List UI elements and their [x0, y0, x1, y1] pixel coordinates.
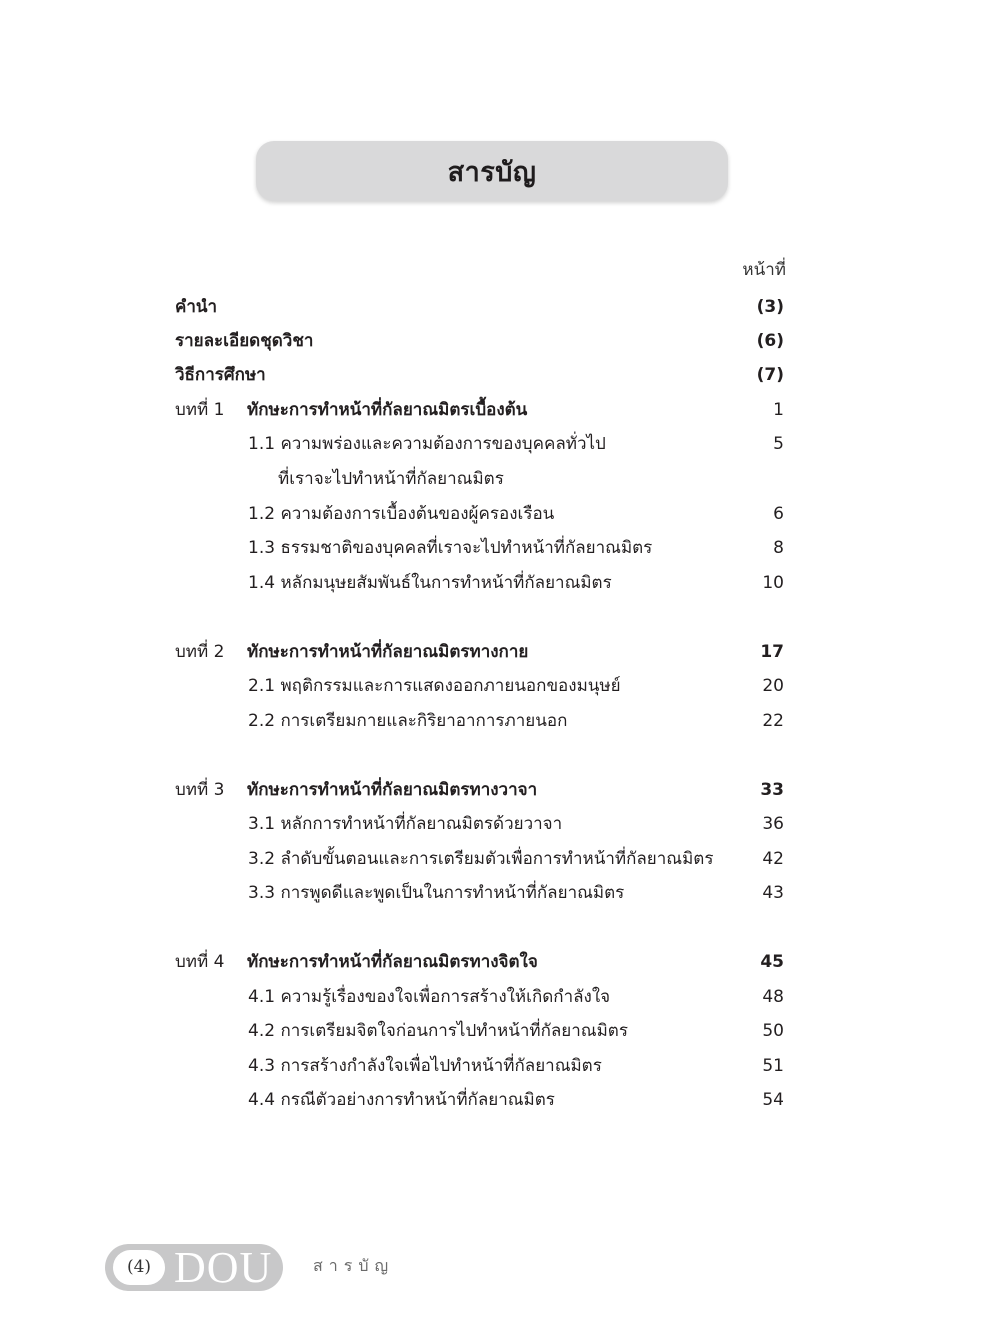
- toc-entry-page: (7): [756, 365, 784, 385]
- toc-section-1-1-continued: [278, 462, 778, 496]
- chapter-title: ทักษะการทำหน้าที่กัลยาณมิตรทางกาย: [247, 642, 529, 662]
- section-page: 54: [762, 1090, 784, 1110]
- toc-chapter-2[interactable]: [175, 635, 795, 669]
- section-page: 20: [762, 676, 784, 696]
- section-page: 51: [762, 1056, 784, 1076]
- section-label: 1.3 ธรรมชาติของบุคคลที่เราจะไปทำหน้าที่กัลยาณมิตร: [248, 538, 653, 558]
- chapter-page: 17: [760, 642, 784, 662]
- footer-page-number: (4): [113, 1250, 165, 1285]
- toc-chapter-3[interactable]: [175, 773, 795, 807]
- toc-section-2-1[interactable]: [248, 669, 796, 703]
- chapter-label: บทที่ 1: [175, 400, 225, 420]
- section-page: 48: [762, 987, 784, 1007]
- section-label: 4.1 ความรู้เรื่องของใจเพื่อการสร้างให้เกิดกำลังใจ: [248, 987, 611, 1007]
- section-page: 36: [762, 814, 784, 834]
- footer-logo: DOU: [174, 1243, 273, 1292]
- section-page: 8: [773, 538, 784, 558]
- section-label: 4.3 การสร้างกำลังใจเพื่อไปทำหน้าที่กัลยาณมิตร: [248, 1056, 602, 1076]
- toc-section-3-1[interactable]: [248, 807, 796, 841]
- chapter-page: 45: [760, 952, 784, 972]
- section-page: 5: [773, 434, 784, 454]
- chapter-page: 33: [760, 780, 784, 800]
- chapter-title: ทักษะการทำหน้าที่กัลยาณมิตรทางวาจา: [247, 780, 538, 800]
- toc-section-1-2[interactable]: [248, 497, 796, 531]
- section-page: 43: [762, 883, 784, 903]
- section-label: 2.2 การเตรียมกายและกิริยาอาการภายนอก: [248, 711, 568, 731]
- toc-entry-label: วิธีการศึกษา: [175, 365, 266, 385]
- section-label: 3.3 การพูดดีและพูดเป็นในการทำหน้าที่กัลยาณมิตร: [248, 883, 625, 903]
- chapter-label: บทที่ 3: [175, 780, 225, 800]
- toc-section-1-3[interactable]: [248, 531, 796, 565]
- footer-section-name: สารบัญ: [313, 1256, 395, 1275]
- section-label: 3.2 ลำดับขั้นตอนและการเตรียมตัวเพื่อการทำหน้าที่กัลยาณมิตร: [248, 849, 714, 869]
- chapter-title: ทักษะการทำหน้าที่กัลยาณมิตรเบื้องต้น: [247, 400, 528, 420]
- chapter-title: ทักษะการทำหน้าที่กัลยาณมิตรทางจิตใจ: [247, 952, 538, 972]
- section-page: 6: [773, 504, 784, 524]
- toc-title-box: [256, 141, 728, 201]
- toc-section-2-2[interactable]: [248, 704, 796, 738]
- section-label: 1.1 ความพร่องและความต้องการของบุคคลทั่วไป: [248, 434, 606, 454]
- page-title: สารบัญ: [447, 156, 537, 188]
- toc-entry-label: รายละเอียดชุดวิชา: [175, 331, 314, 351]
- toc-entry-label: คำนำ: [175, 297, 218, 317]
- toc-entry-page: (3): [756, 297, 784, 317]
- chapter-page: 1: [773, 400, 784, 420]
- toc-section-4-4[interactable]: [248, 1083, 796, 1117]
- toc-section-4-3[interactable]: [248, 1049, 796, 1083]
- section-label: 4.4 กรณีตัวอย่างการทำหน้าที่กัลยาณมิตร: [248, 1090, 555, 1110]
- toc-chapter-1[interactable]: [175, 393, 795, 427]
- toc-section-1-1[interactable]: [248, 427, 796, 461]
- chapter-label: บทที่ 2: [175, 642, 225, 662]
- section-label: 1.4 หลักมนุษยสัมพันธ์ในการทำหน้าที่กัลยาณมิตร: [248, 573, 612, 593]
- toc-section-3-3[interactable]: [248, 876, 796, 910]
- toc-section-1-4[interactable]: [248, 566, 796, 600]
- section-page: 10: [762, 573, 784, 593]
- toc-entry-preface[interactable]: [175, 290, 795, 324]
- section-page: 50: [762, 1021, 784, 1041]
- page-column-label: หน้าที่: [742, 260, 786, 280]
- toc-entry-page: (6): [756, 331, 784, 351]
- section-label: 3.1 หลักการทำหน้าที่กัลยาณมิตรด้วยวาจา: [248, 814, 563, 834]
- toc-section-4-2[interactable]: [248, 1014, 796, 1048]
- section-page: 42: [762, 849, 784, 869]
- section-label: 4.2 การเตรียมจิตใจก่อนการไปทำหน้าที่กัลยาณมิตร: [248, 1021, 628, 1041]
- chapter-label: บทที่ 4: [175, 952, 225, 972]
- section-label: 1.2 ความต้องการเบื้องต้นของผู้ครองเรือน: [248, 504, 555, 524]
- section-label-continued: ที่เราจะไปทำหน้าที่กัลยาณมิตร: [278, 469, 504, 489]
- toc-entry-course-details[interactable]: [175, 324, 795, 358]
- toc-chapter-4[interactable]: [175, 945, 795, 979]
- toc-section-3-2[interactable]: [248, 842, 796, 876]
- toc-entry-study-method[interactable]: [175, 358, 795, 392]
- toc-section-4-1[interactable]: [248, 980, 796, 1014]
- section-page: 22: [762, 711, 784, 731]
- section-label: 2.1 พฤติกรรมและการแสดงออกภายนอกของมนุษย์: [248, 676, 621, 696]
